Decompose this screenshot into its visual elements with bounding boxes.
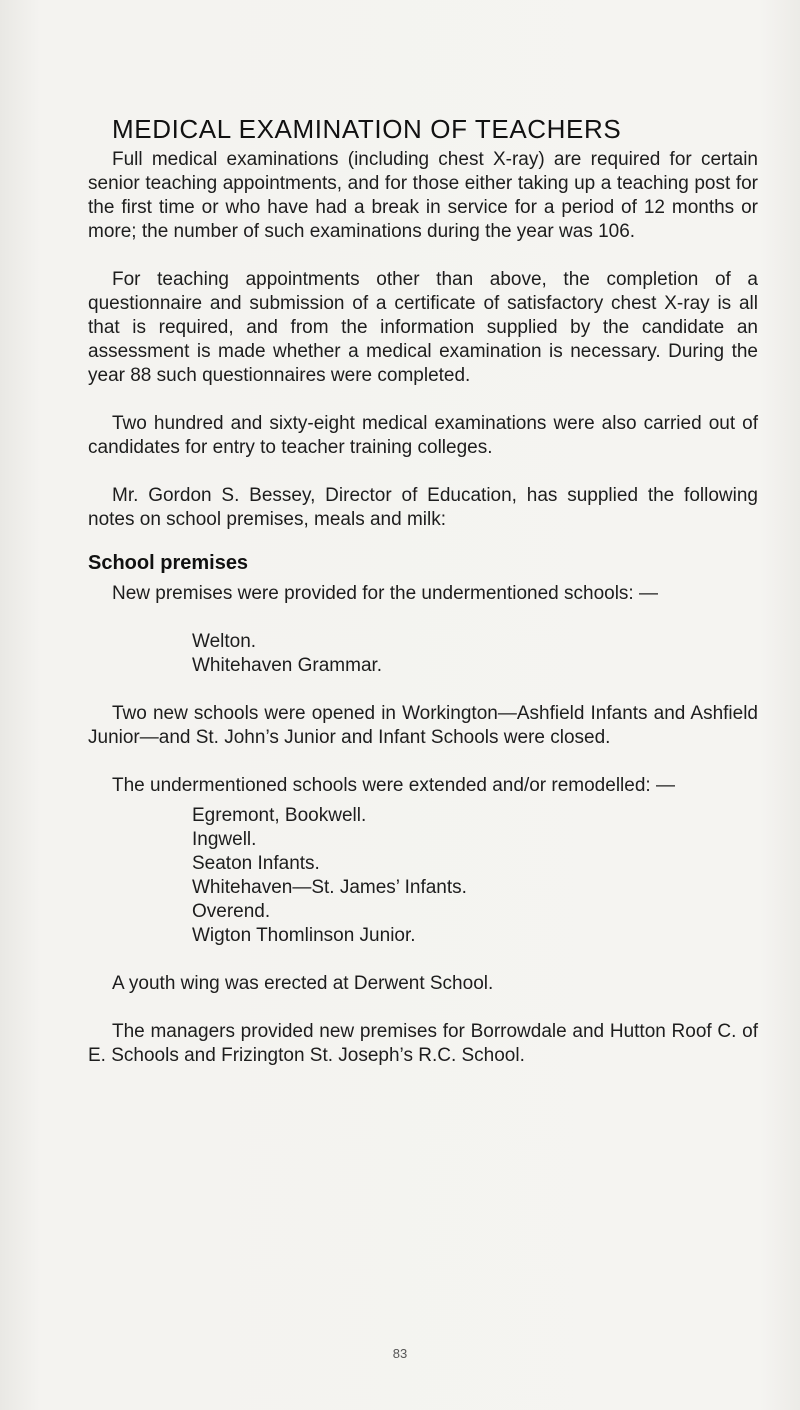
extended-schools-list [88,804,758,948]
list-item: Ingwell. [192,829,257,850]
list-item: Egremont, Bookwell. [192,805,367,826]
section-heading: School premises [88,552,249,574]
extended-intro: The undermentioned schools were extended and/or remodelled: — [112,775,675,796]
intro-paragraph-2: For teaching appointments other than above, the completion of a questionnaire and submission of a certificate of satisfactory chest X-ray is all that is required, and from the information supplied by the candidate an assessment is made whether a medical examination is necessary. During the year 88 such questionnaires were completed. [88,269,758,386]
list-item: Seaton Infants. [192,853,320,874]
list-item: Welton. [192,631,257,652]
page-number: 83 [392,1346,408,1361]
list-item: Whitehaven Grammar. [192,655,383,676]
new-premises-list [88,630,758,678]
intro-paragraph-3: Two hundred and sixty-eight medical examinations were also carried out of candidates for entry to teacher training colleges. [88,413,758,458]
intro-paragraph-4: Mr. Gordon S. Bessey, Director of Education, has supplied the following notes on school premises, meals and milk: [88,485,758,530]
new-premises-intro: New premises were provided for the undermentioned schools: — [112,583,658,604]
list-item: Whitehaven—St. James’ Infants. [192,877,467,898]
list-item: Wigton Thomlinson Junior. [192,925,416,946]
page-title: MEDICAL EXAMINATION OF TEACHERS [112,114,622,144]
intro-paragraph-1: Full medical examinations (including chest X-ray) are required for certain senior teaching appointments, and for those either taking up a teaching post for the first time or who have had a break in service for a period of 12 months or more; the number of such examinations during the year was 106. [88,149,758,242]
youth-wing-paragraph: A youth wing was erected at Derwent School. [112,973,494,994]
list-item: Overend. [192,901,271,922]
new-schools-paragraph: Two new schools were opened in Workington—Ashfield Infants and Ashfield Junior—and St. John’s Junior and Infant Schools were closed. [88,703,758,748]
managers-paragraph: The managers provided new premises for Borrowdale and Hutton Roof C. of E. Schools and Frizington St. Joseph’s R.C. School. [88,1021,758,1066]
document-body [88,112,758,1068]
